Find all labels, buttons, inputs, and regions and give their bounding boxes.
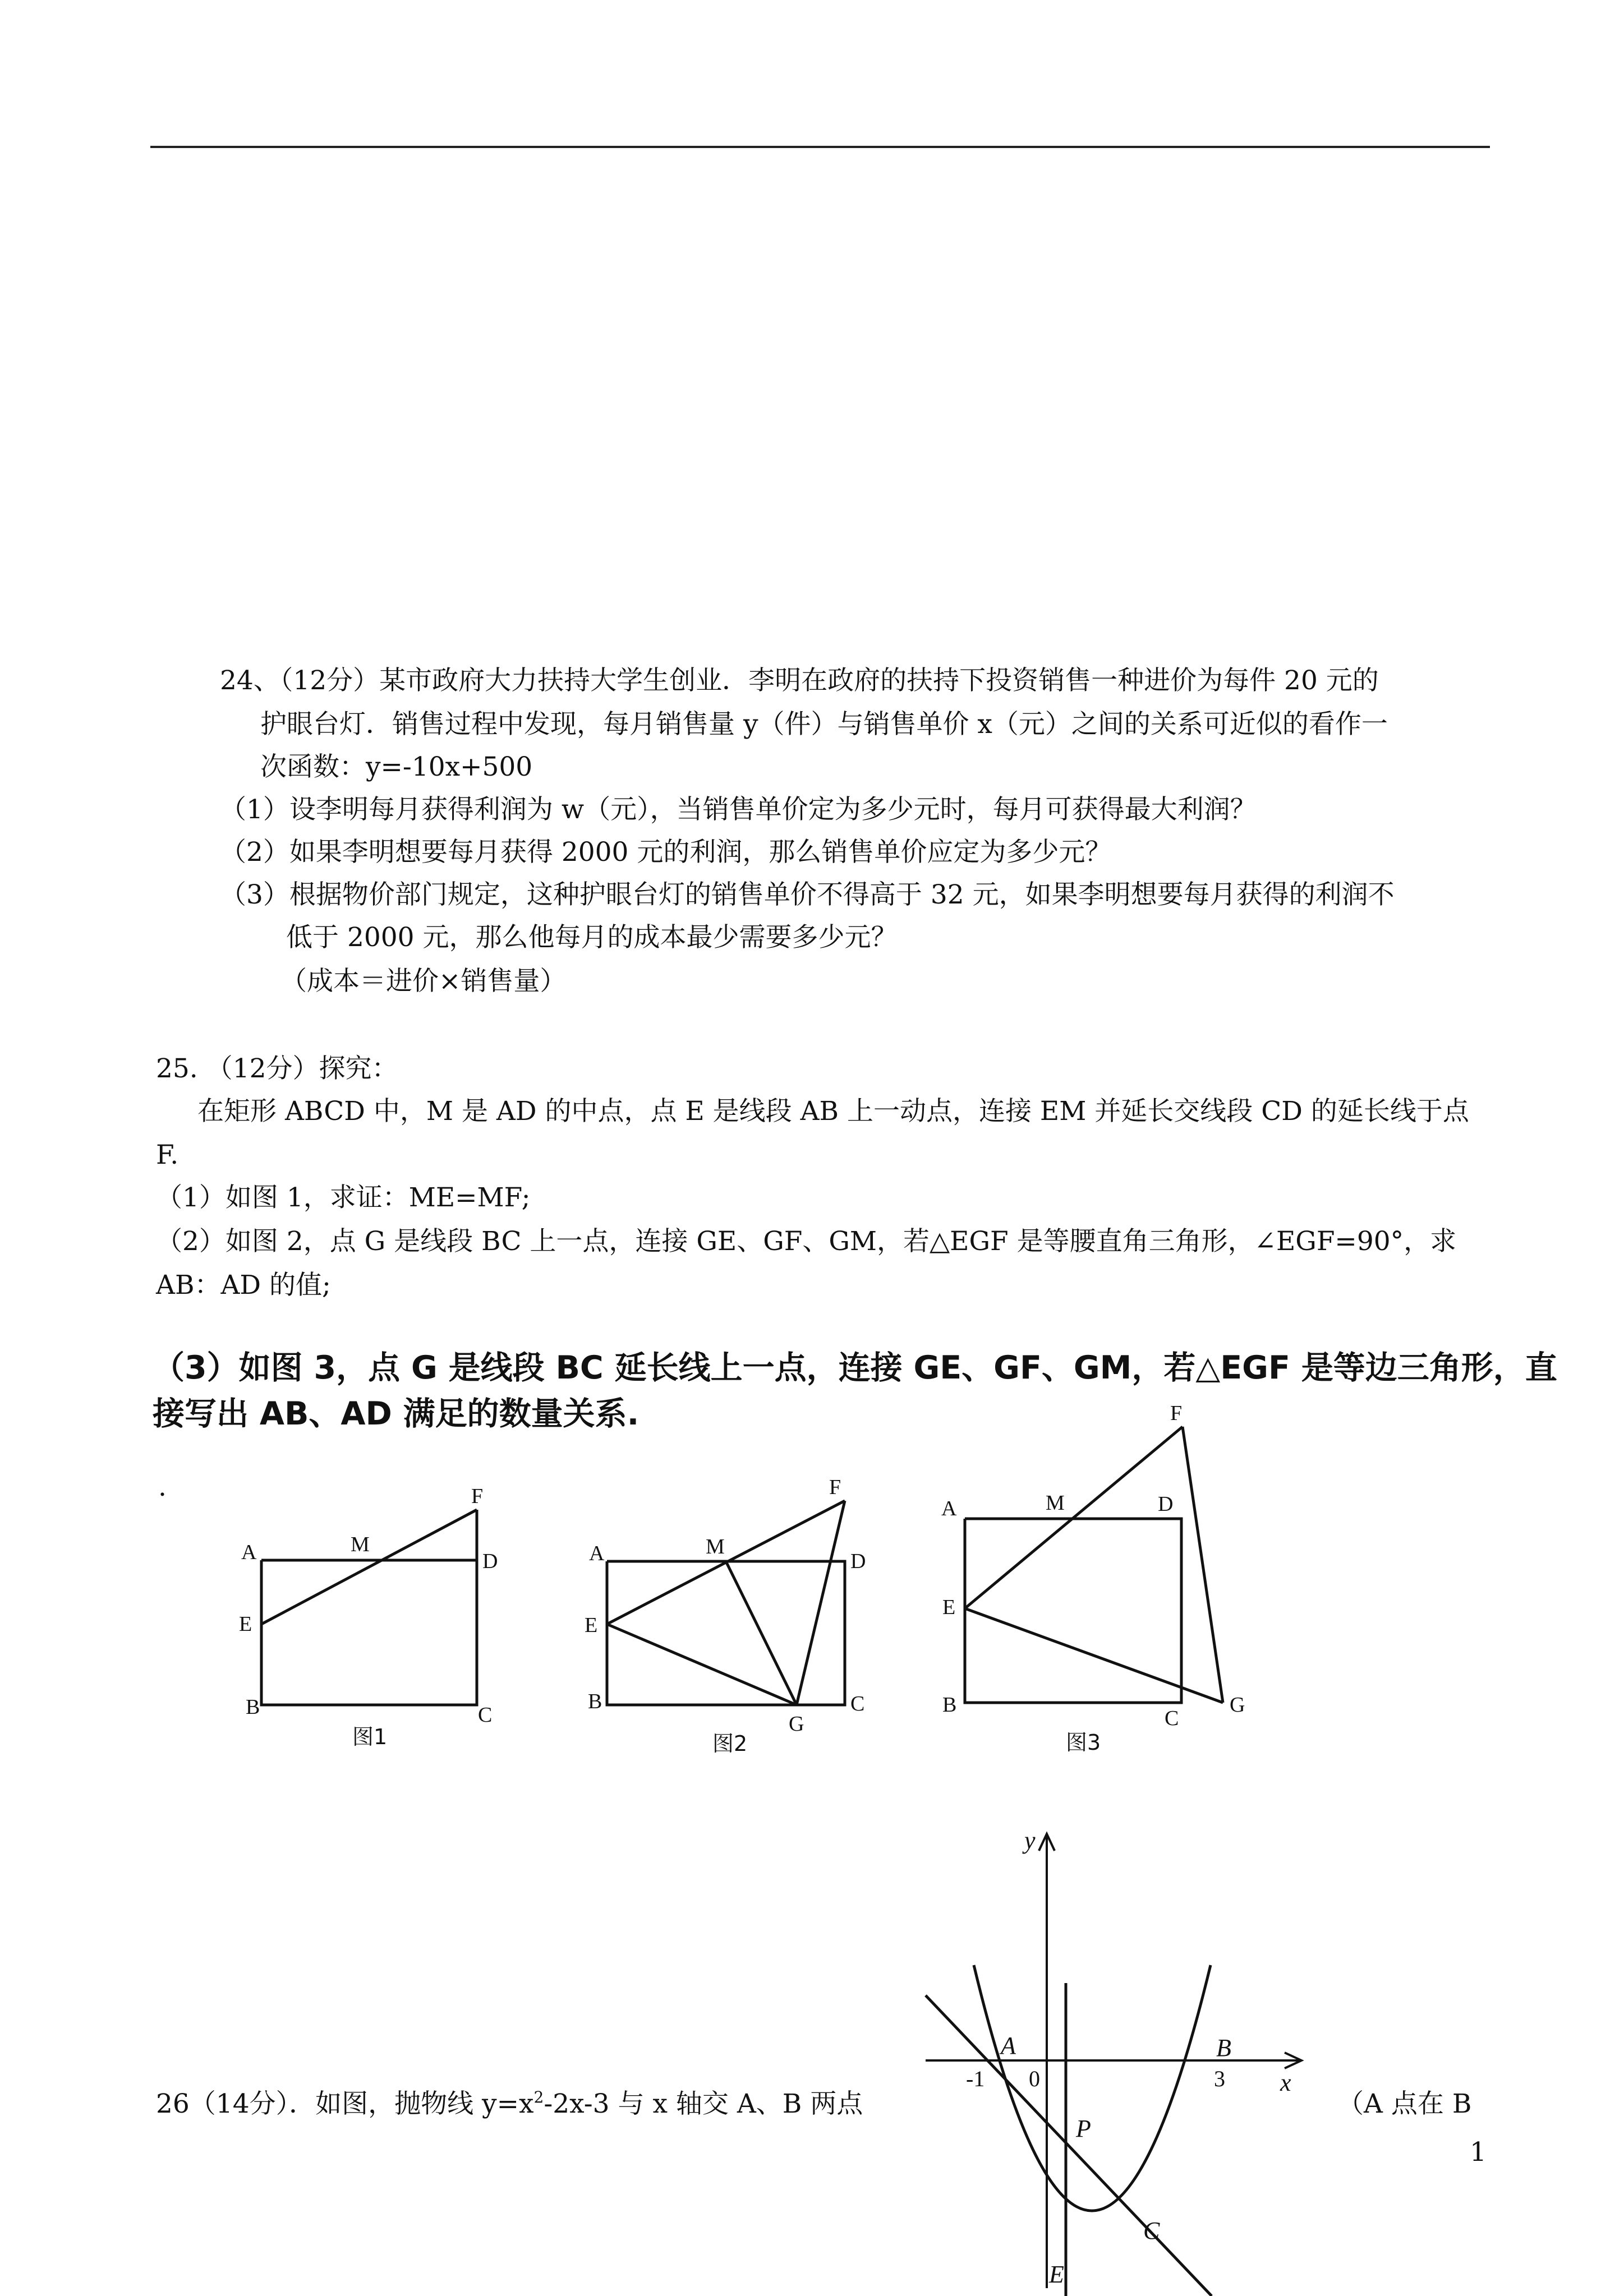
fig2-label-e: E	[585, 1613, 598, 1637]
fig3-label-f: F	[1170, 1401, 1183, 1425]
fig1-label-b: B	[246, 1695, 260, 1719]
fig1-caption: 图1	[352, 1725, 388, 1749]
graph-tick-neg1: -1	[966, 2066, 985, 2091]
graph-label-p: P	[1076, 2115, 1091, 2142]
q25-heading: 25. （12分）探究：	[156, 1053, 398, 1084]
graph-tick-zero: 0	[1029, 2066, 1040, 2091]
fig1-label-c: C	[478, 1703, 493, 1727]
fig3-label-m: M	[1046, 1491, 1065, 1515]
fig3-segment-eg	[965, 1608, 1223, 1703]
fig3-label-d: D	[1158, 1492, 1174, 1516]
fig1-label-d: D	[482, 1550, 498, 1573]
fig1-label-m: M	[351, 1533, 370, 1556]
fig3-label-c: C	[1165, 1707, 1179, 1730]
q24-line-2: 护眼台灯．销售过程中发现，每月销售量 y（件）与销售单价 x（元）之间的关系可近似的看作一	[260, 709, 1388, 740]
q26-stem-right: （A 点在 B	[1337, 2088, 1472, 2119]
header-rule	[150, 146, 1490, 148]
fig2-label-d: D	[850, 1550, 866, 1573]
graph-tick-three: 3	[1214, 2066, 1225, 2091]
fig1-label-f: F	[471, 1484, 484, 1508]
graph-label-a: A	[1001, 2032, 1016, 2059]
q24-part-2: （2）如果李明想要每月获得 2000 元的利润，那么销售单价应定为多少元？	[220, 837, 1112, 868]
figure-1	[236, 1481, 527, 1750]
fig3-label-g: G	[1230, 1693, 1245, 1717]
fig2-rect	[607, 1561, 845, 1705]
figure-3	[931, 1391, 1268, 1761]
fig2-label-c: C	[850, 1692, 865, 1716]
fig2-segment-mg	[726, 1561, 797, 1705]
q26-stem-left: 26（14分）．如图，抛物线 $y=x^2-2x-3$ 与 x 轴交 A、B 两点	[156, 2088, 863, 2119]
page-number: 1	[1470, 2137, 1487, 2168]
q24-part-1: （1）设李明每月获得利润为 w（元），当销售单价定为多少元时，每月可获得最大利润？	[220, 794, 1257, 825]
q25-part-2a: （2）如图 2，点 G 是线段 BC 上一点，连接 GE、GF、GM，若△EGF 是等腰直角三角形，∠EGF=90°，求	[156, 1226, 1457, 1257]
fig2-caption: 图2	[712, 1731, 748, 1756]
graph-label-c: C	[1143, 2217, 1160, 2244]
graph-label-b: B	[1216, 2034, 1231, 2062]
q24-line-1: 24、（12分）某市政府大力扶持大学生创业．李明在政府的扶持下投资销售一种进价为每件 20 元的	[220, 665, 1379, 696]
fig3-segment-fg	[1183, 1427, 1223, 1703]
q24-line-3: 次函数：y=-10x+500	[260, 751, 533, 782]
fig2-segment-eg	[607, 1624, 797, 1705]
fig3-label-a: A	[941, 1497, 957, 1520]
fig2-segment-gf	[797, 1501, 845, 1705]
graph-label-x: x	[1280, 2069, 1291, 2096]
fig2-label-g: G	[789, 1712, 804, 1736]
q25-part-3b: 接写出 AB、AD 满足的数量关系.	[153, 1395, 640, 1432]
line-ac	[926, 1995, 1212, 2296]
q25-part-2b: AB：AD 的值;	[156, 1270, 331, 1301]
figure-2	[578, 1469, 892, 1761]
parabola-graph	[909, 1823, 1313, 2296]
fig2-label-f: F	[829, 1476, 841, 1499]
fig3-caption: 图3	[1066, 1730, 1101, 1755]
fig1-segment-ef	[261, 1510, 477, 1624]
q24-part-3a: （3）根据物价部门规定，这种护眼台灯的销售单价不得高于 32 元，如果李明想要每月获得的利润不	[220, 879, 1395, 910]
graph-label-y: y	[1024, 1827, 1036, 1854]
q25-part-3a: （3）如图 3，点 G 是线段 BC 延长线上一点，连接 GE、GF、GM，若△EGF 是等边三角形，直	[153, 1349, 1557, 1386]
fig2-label-a: A	[589, 1542, 605, 1565]
fig1-label-e: E	[239, 1612, 252, 1636]
q25-part-1: （1）如图 1，求证：ME=MF;	[156, 1182, 531, 1213]
parabola-curve	[974, 1965, 1211, 2211]
q24-part-3b: 低于 2000 元，那么他每月的成本最少需要多少元？	[286, 922, 898, 953]
fig3-label-e: E	[942, 1596, 956, 1619]
fig2-label-b: B	[588, 1690, 602, 1713]
fig3-label-b: B	[942, 1693, 957, 1717]
q25-line-1: 在矩形 ABCD 中，M 是 AD 的中点，点 E 是线段 AB 上一动点，连接 EM 并延长交线段 CD 的延长线于点	[197, 1096, 1469, 1127]
q25-dot: .	[158, 1472, 167, 1502]
q24-note: （成本＝进价×销售量）	[280, 966, 567, 997]
fig2-label-m: M	[706, 1535, 725, 1559]
q25-line-2: F.	[156, 1140, 179, 1170]
graph-label-e: E	[1049, 2261, 1064, 2288]
fig1-label-a: A	[241, 1541, 257, 1564]
